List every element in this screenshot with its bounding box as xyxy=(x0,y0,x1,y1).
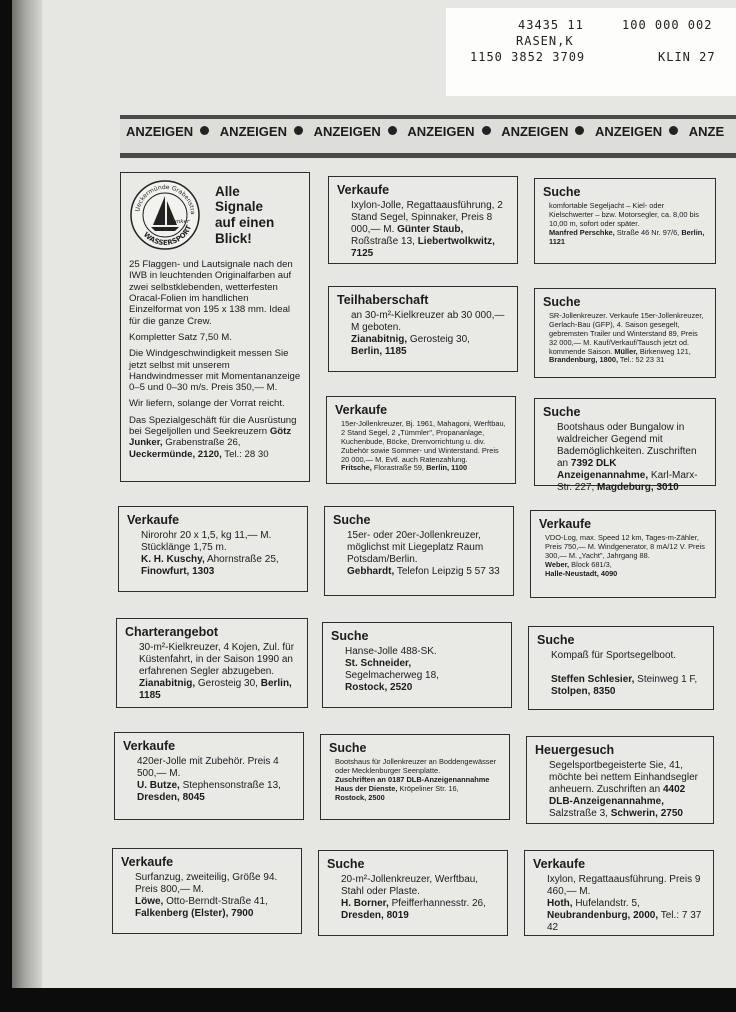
banner-word: ANZEIGEN xyxy=(313,124,381,139)
label-line2: RASEN,K xyxy=(516,34,574,48)
big-ad-p2: Kompletter Satz 7,50 M. xyxy=(129,331,232,343)
ad-tel: Tel.: 7 37 42 xyxy=(547,910,702,933)
ad-code-text: Zuschriften an 0187 DLB-Anzeigenannahme Haus der Dienste, xyxy=(335,774,490,793)
banner-word: ANZEIGEN xyxy=(219,124,287,139)
ad-r5 xyxy=(528,626,714,710)
ad-tel: Telefon Leipzig 5 57 33 xyxy=(396,566,500,577)
ad-body: komfortable Segeljacht – Kiel- oder Kielschwerter – bzw. Motorsegler, ca. 8,00 bis 10,00 m, sofort oder später. xyxy=(549,201,699,228)
logo-bottom-text: WASSERSPORT xyxy=(141,224,194,248)
ad-street: Stephensonstraße 13, xyxy=(182,780,281,791)
ad-name: H. Borner, xyxy=(341,898,389,909)
banner-dot-icon xyxy=(482,126,491,135)
ad-title: Verkaufe xyxy=(539,517,592,531)
ad-title: Charterangebot xyxy=(125,625,219,639)
ad-title: Suche xyxy=(327,857,365,871)
ad-l5 xyxy=(116,618,308,708)
big-ad-p3: Die Windgeschwindigkeit messen Sie jetzt selbst mit unserem Handwindmesser mit Momentananzeige 0–5 und 0–30 m/s. Preis 350,— M. xyxy=(129,348,301,394)
banner-dot-icon xyxy=(575,126,584,135)
ad-title: Verkaufe xyxy=(337,183,390,197)
big-ad-p5-name: Götz Junker, xyxy=(129,426,292,449)
ad-body: 20-m²-Jollenkreuzer, Werftbau, Stahl oder Plaste. xyxy=(341,874,479,897)
banner-word: ANZEIGEN xyxy=(407,124,475,139)
ad-city: Brandenburg, 1800, xyxy=(549,355,618,365)
anzeigen-banner xyxy=(120,115,736,158)
banner-word: ANZEIGEN xyxy=(126,124,194,139)
label-line3-left: 1150 3852 3709 xyxy=(470,50,586,64)
ad-body: VDO-Log, max. Speed 12 km, Tages-m-Zähler, Preis 750,— M. Windgenerator, 8 mA/12 V. Preis 300,— M. „Yacht", Jahrgang 88. xyxy=(545,533,705,560)
ad-r3 xyxy=(534,398,716,493)
ad-m4 xyxy=(324,506,514,596)
ad-city: Rostock, 2500 xyxy=(335,792,385,802)
ad-m2 xyxy=(328,286,518,372)
ad-title: Teilhaberschaft xyxy=(337,293,429,307)
ad-r4 xyxy=(530,510,716,598)
ad-body: Bootshaus oder Bungalow in waldreicher Gegend mit Bademöglichkeiten. Zuschriften an xyxy=(557,422,697,469)
ad-title: Verkaufe xyxy=(127,513,180,527)
banner-word: ANZE xyxy=(688,124,725,139)
ad-city: Dresden, 8045 xyxy=(137,792,205,803)
ad-body: 15er- oder 20er-Jollenkreuzer, möglichst mit Liegeplatz Raum Potsdam/Berlin. xyxy=(347,530,484,565)
big-ad-p5-street: Grabenstraße 26, xyxy=(165,437,241,449)
banner-word: ANZEIGEN xyxy=(594,124,663,139)
ad-body: 15er-Jollenkreuzer, Bj. 1961, Mahagoni, Werftbau, 2 Stand Segel, 2 „Tümmler", Propananlage, Kuchenbude, Böcke, Drenvorrichtung u. div. Zubehör sowie Sommer- und Winterstand. Preis 20 000,— M. Evtl. auch Ratenzahlung. xyxy=(341,419,506,464)
banner-dot-icon xyxy=(388,126,397,135)
ad-signals-junker xyxy=(120,172,310,482)
ad-street: Kröpeliner Str. 16, xyxy=(399,783,459,793)
ad-m1 xyxy=(328,176,518,264)
ad-name: Hoth, xyxy=(547,898,573,909)
headline-line: auf einen xyxy=(215,215,275,230)
big-ad-p5-tel: Tel.: 28 30 xyxy=(224,448,269,460)
ad-street: Pfeifferhannesstr. 26, xyxy=(391,898,486,909)
ad-city: Dresden, 8019 xyxy=(341,910,409,921)
ad-body: Ixylon-Jolle, Regattaausführung, 2 Stand Segel, Spinnaker, Preis 8 000,— M. xyxy=(351,200,503,235)
ad-r1 xyxy=(534,178,716,264)
headline-line: Blick! xyxy=(215,230,252,246)
ad-street: Straße 46 Nr. 97/6, xyxy=(616,227,680,237)
big-ad-p1: 25 Flaggen- und Lautsignale nach den IWB in leuchtenden Originalfarben auf zwei selbstklebenden, wetterfesten Oracal-Folien im handlichen Einzelformat von 195 x 138 mm. Ideal für die ganze Crew. xyxy=(129,259,293,327)
ad-l6 xyxy=(114,732,304,820)
ad-title: Suche xyxy=(331,629,369,643)
banner-dot-icon xyxy=(200,126,209,135)
ad-title: Suche xyxy=(537,633,575,647)
ad-street: Hufelandstr. 5, xyxy=(575,898,640,909)
ad-agency: DLK Anzeigenannahme, xyxy=(557,458,649,481)
ad-code: 7392 xyxy=(570,458,594,469)
wassersport-logo-icon xyxy=(129,179,201,251)
ad-body: Segelsportbegeisterte Sie, 41, möchte bei nettem Einhandsegler anheuern. Zuschriften an xyxy=(549,760,698,795)
ad-name: Löwe, xyxy=(135,896,164,907)
ad-m5 xyxy=(322,622,512,708)
ad-title: Suche xyxy=(329,741,367,755)
ad-city: Liebertwolkwitz, 7125 xyxy=(351,236,495,259)
ad-street: Otto-Berndt-Straße 41, xyxy=(166,896,268,907)
ad-street: Florastraße 59, xyxy=(373,463,424,473)
ad-street: Karl-Marx-Str. 227, xyxy=(557,470,698,493)
ad-m7 xyxy=(318,850,508,936)
ad-city: Rostock, 2520 xyxy=(345,682,413,693)
ad-r7 xyxy=(524,850,714,936)
ad-city: Falkenberg (Elster), 7900 xyxy=(135,908,254,919)
ad-city: Berlin, 1185 xyxy=(351,346,407,357)
ad-name: K. H. Kuschy, xyxy=(141,554,205,565)
library-label xyxy=(446,8,736,96)
big-ad-headline xyxy=(215,184,274,246)
ad-street: Steinweg 1 F, xyxy=(637,674,698,685)
big-ad-p4: Wir liefern, solange der Vorrat reicht. xyxy=(129,398,285,410)
page-binding-edge xyxy=(12,0,42,988)
big-ad-p5-city: Ueckermünde, 2120, xyxy=(129,448,222,460)
ad-r2 xyxy=(534,288,716,378)
ad-title: Verkaufe xyxy=(123,739,176,753)
ad-body: Hanse-Jolle 488-SK. xyxy=(345,646,437,657)
ad-city: Neubrandenburg, 2000, xyxy=(547,910,659,921)
ad-street: Segelmacherweg 18, xyxy=(345,670,439,681)
ad-body: Ixylon, Regattaausführung. Preis 9 460,— M. xyxy=(547,874,701,897)
logo-center-text: Junker xyxy=(171,219,190,225)
ad-street: Roßstraße 13, xyxy=(351,236,415,247)
ad-tel: Tel.: 52 23 31 xyxy=(619,355,665,365)
ad-title: Verkaufe xyxy=(335,403,388,417)
headline-line: Signale xyxy=(215,199,264,215)
big-ad-p5-text: Das Spezialgeschäft für die Ausrüstung bei Segeljollen und Seekreuzern xyxy=(129,414,297,438)
ad-title: Suche xyxy=(543,295,581,309)
ad-street: Salzstraße 3, xyxy=(549,808,608,819)
ad-name: Günter Staub, xyxy=(397,224,464,235)
ad-title: Suche xyxy=(543,405,581,419)
ad-title: Suche xyxy=(333,513,371,527)
ad-m6 xyxy=(320,734,510,820)
label-line3-right: KLIN 27 xyxy=(658,50,716,64)
headline-line: Alle xyxy=(215,183,240,199)
banner-dot-icon xyxy=(294,126,303,135)
ad-name: Gebhardt, xyxy=(347,566,395,577)
ad-body: SR-Jollenkreuzer. Verkaufe 15er-Jollenkreuzer, Gerlach-Bau (GFP), 4. Saison gesegelt, gebremsten Trailer und Winterstand 89, Preis 32 000,— M. Kauf/Verkauf/Tausch jetzt od. kommende Saison. xyxy=(549,311,704,356)
ad-name: Zianabitnig, xyxy=(139,678,196,689)
ad-agency: DLB-Anzeigenannahme, xyxy=(549,796,665,807)
ad-name: Steffen Schlesier, xyxy=(551,674,635,685)
ad-body: Nirorohr 20 x 1,5, kg 11,— M. Stücklänge 1,75 m. xyxy=(141,530,272,553)
ad-city: Finowfurt, 1303 xyxy=(141,566,215,577)
ad-street: Block 681/3, xyxy=(571,559,612,569)
ad-body: 420er-Jolle mit Zubehör. Preis 4 500,— M. xyxy=(137,756,279,779)
ad-code: 4402 xyxy=(662,784,686,795)
ad-r6 xyxy=(526,736,714,824)
ad-city: Magdeburg, 3010 xyxy=(597,482,679,493)
ad-name: Manfred Perschke, xyxy=(549,227,615,237)
ad-name: U. Butze, xyxy=(137,780,180,791)
ad-name: Weber, xyxy=(545,559,570,569)
ad-m3 xyxy=(326,396,516,484)
label-line1-right: 100 000 002 xyxy=(622,18,713,32)
ad-l7 xyxy=(112,848,302,934)
ad-name: Fritsche, xyxy=(341,463,372,473)
ad-body: 30-m²-Kielkreuzer, 4 Kojen, Zul. für Küstenfahrt, in der Saison 1990 an erfahrenen Segler abzugeben. xyxy=(139,642,295,677)
ad-body: Surfanzug, zweiteilig, Größe 94. Preis 800,— M. xyxy=(135,872,278,895)
big-ad-p5 xyxy=(129,415,301,460)
ad-street: Gerosteig 30, xyxy=(409,334,470,345)
ad-city: Stolpen, 8350 xyxy=(551,686,616,697)
ad-city: Berlin, 1121 xyxy=(549,227,705,246)
ad-title: Verkaufe xyxy=(121,855,174,869)
ad-street: Ahornstraße 25, xyxy=(206,554,279,565)
ad-title: Heuergesuch xyxy=(535,743,615,757)
banner-dot-icon xyxy=(669,126,678,135)
ad-name: Müller, xyxy=(614,346,638,356)
ad-title: Suche xyxy=(543,185,581,199)
logo-ring-text: Ueckermünde Grabenstra xyxy=(134,183,197,215)
ad-city: Schwerin, 2750 xyxy=(610,808,683,819)
ad-body: Bootshaus für Jollenkreuzer an Boddengewässer oder Mecklenburger Seenplatte. xyxy=(335,757,497,775)
ad-title: Verkaufe xyxy=(533,857,586,871)
ad-city: Berlin, 1100 xyxy=(426,463,468,473)
ad-name: Zianabitnig, xyxy=(351,334,408,345)
ad-l4 xyxy=(118,506,308,592)
ad-name: St. Schneider, xyxy=(345,658,412,669)
ad-body: an 30-m²-Kielkreuzer ab 30 000,— M geboten. xyxy=(351,310,505,333)
ad-body: Kompaß für Sportsegelboot. xyxy=(551,650,677,661)
ad-street: Birkenweg 121, xyxy=(639,346,691,356)
ad-city: Berlin, 1185 xyxy=(139,678,292,701)
banner-word: ANZEIGEN xyxy=(501,124,569,139)
ad-city: Halle-Neustadt, 4090 xyxy=(545,568,618,578)
label-line1-left: 43435 11 xyxy=(518,18,584,32)
ad-street: Gerosteig 30, xyxy=(197,678,258,689)
